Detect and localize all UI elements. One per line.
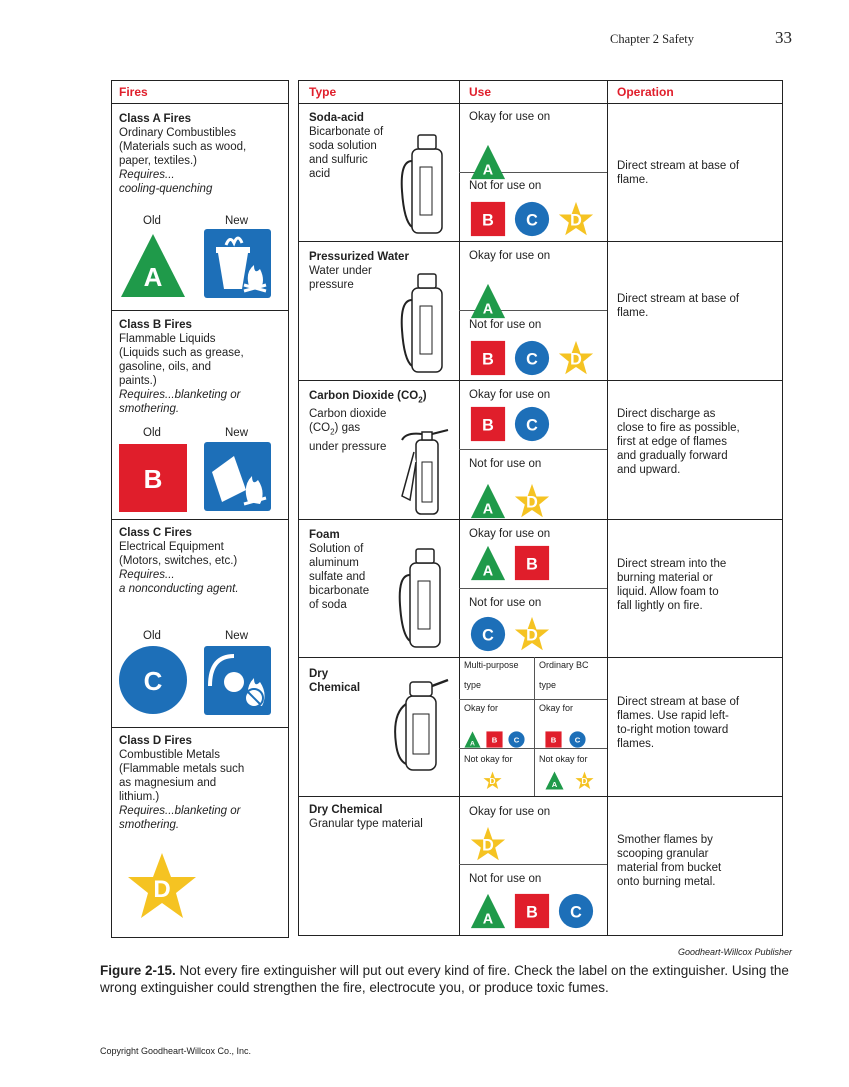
okay-for-label: Okay for <box>464 703 499 713</box>
text-line: Requires...blanketing or <box>119 805 241 817</box>
dry-chemical-extinguisher-icon <box>388 674 454 774</box>
symbol-letter: D <box>526 493 538 512</box>
class-a-symbol-icon <box>470 545 506 581</box>
symbol-letter: A <box>482 162 494 179</box>
text-line: Requires...blanketing or <box>119 389 241 401</box>
foam-type <box>309 528 399 612</box>
copyright: Copyright Goodheart-Willcox Co., Inc. <box>100 1046 252 1056</box>
class-d-symbol-icon <box>483 771 502 790</box>
class-c-letter: C <box>143 666 163 696</box>
class-d-letter: D <box>153 876 171 903</box>
text-line: Carbon dioxide <box>309 408 387 421</box>
divider <box>298 103 783 104</box>
text-line: (Materials such as wood, <box>119 141 247 153</box>
symbol-letter: D <box>581 775 588 786</box>
not-okay-for-label: Not okay for <box>464 754 513 764</box>
text-line: first at edge of flames <box>617 436 727 448</box>
type-title-text: Carbon Dioxide (CO <box>309 390 419 402</box>
not-label: Not for use on <box>469 180 542 192</box>
text-line: Flammable Liquids <box>119 333 216 345</box>
publisher-credit: Goodheart-Willcox Publisher <box>678 947 792 957</box>
trash-fire-icon <box>204 229 271 298</box>
type-title: Foam <box>309 529 340 541</box>
class-d-symbol-icon <box>558 201 594 237</box>
class-a-symbol-icon <box>464 731 481 748</box>
gas-end: ) gas <box>334 422 361 435</box>
class-a-symbol-icon <box>470 144 506 180</box>
symbol-letter: D <box>482 836 494 855</box>
text-line: fall lightly on fire. <box>617 600 703 612</box>
row-divider <box>298 657 783 658</box>
operation-text <box>617 557 777 613</box>
class-a-symbol-icon <box>470 283 506 319</box>
text-line: bicarbonate <box>309 585 370 597</box>
symbol-letter: A <box>470 740 475 748</box>
symbol-letter: B <box>482 416 494 435</box>
gas-pre: (CO <box>309 422 331 435</box>
okay-label: Okay for use on <box>469 111 551 123</box>
text-line: gasoline, oils, and <box>119 361 212 373</box>
class-a-title: Class A Fires <box>119 113 192 125</box>
text-line: flames. <box>617 738 655 750</box>
symbol-letter: C <box>513 735 520 745</box>
symbol-letter: D <box>526 626 538 645</box>
class-d-star-symbol <box>126 851 198 921</box>
text-line: Direct stream at base of <box>617 696 740 708</box>
liquid-fire-icon <box>204 442 271 511</box>
text-line: sulfate and <box>309 571 366 583</box>
text-line: pressure <box>309 279 354 291</box>
text-line: paints.) <box>119 375 157 387</box>
text-line: Solution of <box>309 543 364 555</box>
use-header: Use <box>469 85 492 99</box>
fires-header: Fires <box>119 85 148 99</box>
text-line: Water under <box>309 265 372 277</box>
divider <box>111 310 289 311</box>
type-title: Soda-acid <box>309 112 364 124</box>
text-line: liquid. Allow foam to <box>617 586 719 598</box>
text-line: Bicarbonate of <box>309 126 384 138</box>
not-label: Not for use on <box>469 458 542 470</box>
not-okay-for-label: Not okay for <box>539 754 588 764</box>
soda-acid-extinguisher-icon <box>398 131 450 237</box>
symbol-letter: C <box>482 626 494 645</box>
class-d-symbol-icon <box>575 771 594 790</box>
text-line: as magnesium and <box>119 777 217 789</box>
type-header: Type <box>309 85 337 99</box>
symbol-letter: C <box>574 735 581 745</box>
column-divider <box>459 80 460 936</box>
text-line: Requires... <box>119 569 175 581</box>
type-title <box>309 389 459 407</box>
text-line: Granular type material <box>309 818 423 830</box>
foam-extinguisher-icon <box>396 545 450 651</box>
class-b-title: Class B Fires <box>119 319 192 331</box>
class-b-symbol-icon <box>545 731 562 748</box>
operation-text <box>617 407 782 477</box>
operation-text <box>617 292 777 320</box>
class-a-trash-fire-pictogram <box>204 229 271 298</box>
text-line: lithium.) <box>119 791 160 803</box>
okay-label: Okay for use on <box>469 389 551 401</box>
old-label: Old <box>143 427 161 439</box>
row-divider <box>298 519 783 520</box>
class-b-description <box>119 318 284 416</box>
class-b-symbol-icon <box>470 340 506 376</box>
text-line: smothering. <box>119 819 180 831</box>
text-line: Requires... <box>119 169 175 181</box>
text-line: aluminum <box>309 557 359 569</box>
symbol-letter: C <box>526 350 538 369</box>
text-line: acid <box>309 168 331 180</box>
use-subdivider <box>459 449 607 450</box>
class-c-symbol-icon <box>514 406 550 442</box>
symbol-letter: B <box>550 735 557 745</box>
type-title: Dry <box>309 668 329 680</box>
text-line: flame. <box>617 307 649 319</box>
symbol-letter: B <box>482 350 494 369</box>
row-divider <box>298 241 783 242</box>
running-head <box>0 28 849 50</box>
type-title: Pressurized Water <box>309 251 409 263</box>
text-line: material from bucket <box>617 862 722 874</box>
subscript: 2 <box>330 427 335 437</box>
class-c-circle-symbol <box>119 646 187 714</box>
class-b-liquid-fire-pictogram <box>204 442 271 511</box>
symbol-letter: C <box>526 211 538 230</box>
dry-chem-subdivider <box>459 748 607 749</box>
type-title: Dry Chemical <box>309 804 383 816</box>
use-subdivider <box>459 588 607 589</box>
divider <box>111 727 289 728</box>
text-line: Electrical Equipment <box>119 541 224 553</box>
class-a-symbol-icon <box>545 771 564 790</box>
class-d-symbol-icon <box>514 616 550 652</box>
class-b-symbol-icon <box>514 893 550 929</box>
new-label: New <box>225 427 249 439</box>
text-line: flames. Use rapid left- <box>617 710 729 722</box>
operation-text <box>617 833 777 889</box>
class-c-symbol-icon <box>569 731 586 748</box>
symbol-letter: A <box>551 780 558 790</box>
row-divider <box>298 796 783 797</box>
new-label: New <box>225 215 249 227</box>
symbol-letter: A <box>482 301 494 318</box>
text-line: flame. <box>617 174 649 186</box>
class-c-symbol-icon <box>514 340 550 376</box>
text-line: Smother flames by <box>617 834 713 846</box>
use-subdivider <box>459 864 607 865</box>
text-line: and gradually forward <box>617 450 728 462</box>
column-divider <box>607 80 608 936</box>
dry-chem-divider <box>534 657 535 796</box>
class-c-symbol-icon <box>470 616 506 652</box>
class-c-electrical-fire-pictogram <box>204 646 271 715</box>
text-line: smothering. <box>119 403 180 415</box>
not-label: Not for use on <box>469 597 542 609</box>
class-d-description <box>119 734 284 832</box>
class-a-symbol-icon <box>470 893 506 929</box>
okay-label: Okay for use on <box>469 528 551 540</box>
chapter-title: Chapter 2 Safety <box>610 32 695 46</box>
page-number: 33 <box>775 28 792 47</box>
dry-chemical-type <box>309 667 389 695</box>
okay-for-label: Okay for <box>539 703 574 713</box>
text-line: under pressure <box>309 440 387 453</box>
symbol-letter: D <box>489 775 496 786</box>
text-line: (Liquids such as grease, <box>119 347 244 359</box>
text-line: (Flammable metals such <box>119 763 245 775</box>
text-line: Direct stream at base of <box>617 293 740 305</box>
symbol-letter: A <box>482 911 494 928</box>
text-line: to-right motion toward <box>617 724 729 736</box>
symbol-letter: B <box>482 211 494 230</box>
text-line: (Motors, switches, etc.) <box>119 555 238 567</box>
text-line: Ordinary BC <box>539 660 589 670</box>
class-c-symbol-icon <box>514 201 550 237</box>
text-line: paper, textiles.) <box>119 155 197 167</box>
operation-header: Operation <box>617 85 674 99</box>
old-label: Old <box>143 630 161 642</box>
caption-text: Not every fire extinguisher will put out every kind of fire. Check the label on the extinguisher. Using the wrong extinguisher could strengthen the fire, electrocute you, or produce toxic fumes. <box>100 963 789 995</box>
symbol-letter: B <box>491 735 498 745</box>
divider <box>111 103 289 104</box>
class-a-triangle-symbol <box>119 232 187 299</box>
operation-text <box>617 695 777 751</box>
granular-dry-chemical-type <box>309 803 459 831</box>
multi-purpose-label <box>464 660 519 691</box>
subscript: 2 <box>418 395 423 405</box>
ordinary-bc-label <box>539 660 589 691</box>
figure-caption <box>100 962 800 996</box>
class-d-symbol-icon <box>514 483 550 519</box>
new-label: New <box>225 630 249 642</box>
type-title: Chemical <box>309 682 361 694</box>
old-label: Old <box>143 215 161 227</box>
class-c-symbol-icon <box>558 893 594 929</box>
text-line: Multi-purpose <box>464 660 519 670</box>
class-b-letter: B <box>143 464 163 494</box>
symbol-letter: B <box>526 903 538 922</box>
symbol-letter: A <box>482 563 494 580</box>
text-line: onto burning metal. <box>617 876 716 888</box>
text-line: type <box>464 680 482 690</box>
row-divider <box>298 380 783 381</box>
class-a-description <box>119 112 284 196</box>
text-line: Combustible Metals <box>119 749 220 761</box>
symbol-letter: B <box>526 555 538 574</box>
okay-label: Okay for use on <box>469 250 551 262</box>
operation-text <box>617 159 777 187</box>
text-line: burning material or <box>617 572 713 584</box>
text-line: Direct stream at base of <box>617 160 740 172</box>
figure-label: Figure 2-15. <box>100 963 176 978</box>
text-line: type <box>539 680 557 690</box>
text-line: scooping granular <box>617 848 709 860</box>
text-line: Direct stream into the <box>617 558 727 570</box>
not-label: Not for use on <box>469 873 542 885</box>
text-line: cooling-quenching <box>119 183 213 195</box>
symbol-letter: D <box>570 350 582 369</box>
pressurized-water-extinguisher-icon <box>398 270 450 376</box>
class-a-letter: A <box>143 262 163 292</box>
class-b-symbol-icon <box>470 406 506 442</box>
co2-extinguisher-icon <box>396 422 454 518</box>
class-b-symbol-icon <box>514 545 550 581</box>
plug-fire-icon <box>204 646 271 715</box>
text-line: close to fire as possible, <box>617 422 740 434</box>
symbol-letter: A <box>482 501 494 518</box>
text-line: soda solution <box>309 140 377 152</box>
class-b-symbol-icon <box>470 201 506 237</box>
text-line: and sulfuric <box>309 154 368 166</box>
text-line: Ordinary Combustibles <box>119 127 236 139</box>
symbol-letter: D <box>570 211 582 230</box>
class-a-symbol-icon <box>470 483 506 519</box>
class-b-square-symbol <box>119 444 187 512</box>
type-title-end: ) <box>422 390 427 402</box>
class-c-description <box>119 526 284 596</box>
symbol-letter: C <box>570 903 582 922</box>
text-line: a nonconducting agent. <box>119 583 239 595</box>
soda-acid-type <box>309 111 409 181</box>
okay-label: Okay for use on <box>469 806 551 818</box>
class-d-title: Class D Fires <box>119 735 192 747</box>
class-b-symbol-icon <box>486 731 503 748</box>
text-line: and upward. <box>617 464 681 476</box>
class-d-symbol-icon <box>558 340 594 376</box>
text-line: Direct discharge as <box>617 408 716 420</box>
symbol-letter: C <box>526 416 538 435</box>
class-c-title: Class C Fires <box>119 527 192 539</box>
text-line: of soda <box>309 599 347 611</box>
not-label: Not for use on <box>469 319 542 331</box>
dry-chem-subdivider <box>459 699 607 700</box>
class-c-symbol-icon <box>508 731 525 748</box>
class-d-symbol-icon <box>470 826 506 862</box>
divider <box>111 519 289 520</box>
